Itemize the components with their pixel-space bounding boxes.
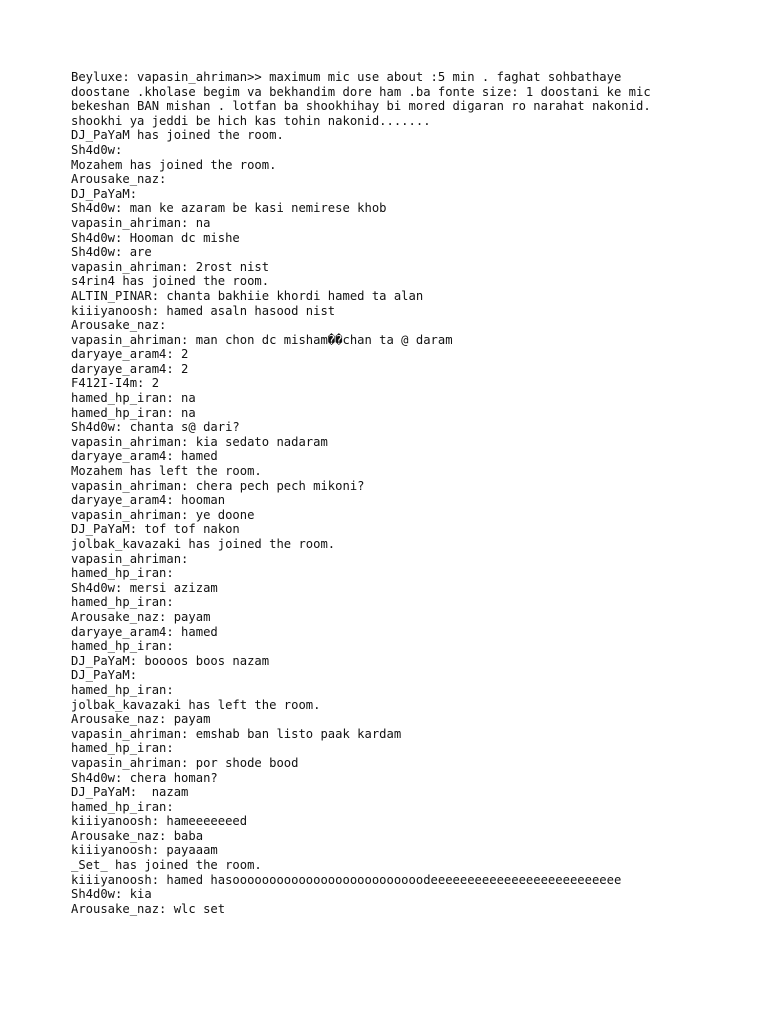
chat-line: Beyluxe: vapasin_ahriman>> maximum mic use about :5 min . faghat sohbathaye [71,70,622,84]
chat-line: Sh4d0w: mersi azizam [71,580,218,595]
chat-line: hamed_hp_iran: [71,741,174,756]
chat-log [71,70,751,916]
chat-line: Arousake_naz: [71,318,167,333]
chat-line: vapasin_ahriman: ye doone [71,507,255,522]
chat-line: kiiiyanoosh: payaaam [71,843,218,858]
chat-line: Mozahem has left the room. [71,464,262,479]
chat-line: DJ_PaYaM: [71,668,138,683]
chat-line: Sh4d0w: [71,142,123,157]
chat-line: vapasin_ahriman: chera pech pech mikoni? [71,478,365,493]
chat-line: vapasin_ahriman: 2rost nist [71,259,270,274]
chat-line: Sh4d0w: chera homan? [71,770,218,785]
chat-line: Sh4d0w: Hooman dc mishe [71,230,240,245]
chat-line: doostane .kholase begim va bekhandim dore ham .ba fonte size: 1 doostani ke mic [71,84,651,99]
chat-line: jolbak_kavazaki has joined the room. [71,537,336,551]
chat-line: s4rin4 has joined the room. [71,274,270,289]
chat-line: Arousake_naz: payam [71,609,211,624]
chat-line: Sh4d0w: are [71,245,152,260]
chat-line: DJ_PaYaM: nazam [71,785,189,800]
chat-line: vapasin_ahriman: por shode bood [71,755,299,770]
chat-line: daryaye_aram4: hooman [71,493,226,508]
chat-line: vapasin_ahriman: emshab ban listo paak kardam [71,726,402,741]
chat-line: Arousake_naz: wlc set [71,901,226,916]
chat-line: vapasin_ahriman: na [71,215,211,230]
chat-line: vapasin_ahriman: kia sedato nadaram [71,434,328,449]
chat-line: kiiiyanoosh: hamed asaln hasood nist [71,303,336,318]
chat-line: Arousake_naz: payam [71,712,211,727]
chat-line: shookhi ya jeddi be hich kas tohin nakonid....... [71,113,431,128]
chat-line: kiiiyanoosh: hamed hasoooooooooooooooooooooooooodeeeeeeeeeeeeeeeeeeeeeeeeee [71,872,622,887]
chat-line: vapasin_ahriman: man chon dc misham��chan ta @ daram [71,332,453,347]
chat-line: hamed_hp_iran: [71,682,174,697]
chat-line: DJ_PaYaM has joined the room. [71,128,284,143]
chat-line: hamed_hp_iran: [71,566,174,581]
chat-line: Sh4d0w: chanta s@ dari? [71,420,240,435]
chat-line: _Set_ has joined the room. [71,858,262,873]
chat-line: hamed_hp_iran: [71,639,174,654]
chat-line: hamed_hp_iran: na [71,405,196,420]
chat-line: DJ_PaYaM: boooos boos nazam [71,653,270,668]
chat-line: DJ_PaYaM: [71,186,138,201]
chat-line: hamed_hp_iran: [71,595,174,610]
chat-line: ALTIN_PINAR: chanta bakhiie khordi hamed ta alan [71,288,424,303]
chat-line: jolbak_kavazaki has left the room. [71,697,321,712]
chat-line: bekeshan BAN mishan . lotfan ba shookhihay bi mored digaran ro narahat nakonid. [71,99,651,114]
chat-line: vapasin_ahriman: [71,551,189,566]
chat-line: F412I-I4m: 2 [71,376,160,391]
chat-line: hamed_hp_iran: na [71,391,196,406]
chat-line: Sh4d0w: kia [71,887,152,902]
chat-line: Arousake_naz: [71,172,167,187]
chat-line: daryaye_aram4: 2 [71,347,189,362]
chat-line: DJ_PaYaM: tof tof nakon [71,522,240,537]
chat-line: Sh4d0w: man ke azaram be kasi nemirese khob [71,201,387,216]
chat-line: Arousake_naz: baba [71,828,204,843]
chat-line: hamed_hp_iran: [71,799,174,814]
chat-line: Mozahem has joined the room. [71,157,277,172]
chat-line: daryaye_aram4: hamed [71,624,218,639]
chat-line: kiiiyanoosh: hameeeeeeed [71,814,248,829]
chat-line: daryaye_aram4: hamed [71,449,218,464]
chat-line: daryaye_aram4: 2 [71,361,189,376]
